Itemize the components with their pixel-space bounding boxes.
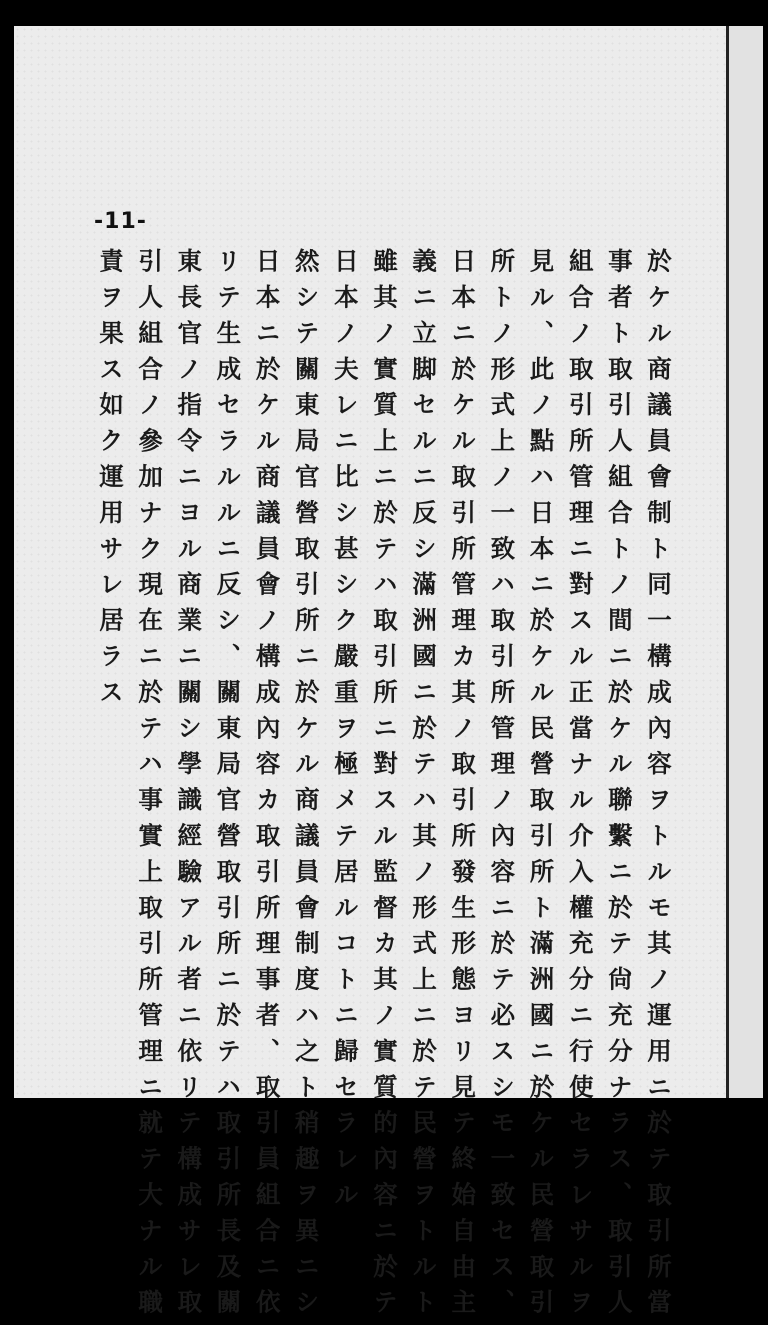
text-column-10: 然シテ關東局官營取引所ニ於ケル商議員會制度ハ之ト稍趣ヲ異ニシ xyxy=(291,248,321,1325)
page-number: -11- xyxy=(94,209,147,234)
text-column-5: 所トノ形式上ノ一致ハ取引所管理ノ內容ニ於テ必スシモ一致セス、 xyxy=(487,248,517,1325)
text-column-13: 東長官ノ指令ニヨル商業ニ關シ學識經驗アル者ニ依リテ構成サレ取 xyxy=(174,248,204,1325)
text-column-12: リテ生成セラルルニ反シ、關東局官營取引所ニ於テハ取引所長及關 xyxy=(213,248,243,1325)
vertical-text-block xyxy=(94,248,674,1325)
text-column-11: 日本ニ於ケル商議員會ノ構成內容カ取引所理事者、取引員組合ニ依 xyxy=(252,248,282,1325)
text-column-9: 日本ノ夫レニ比シ甚シク嚴重ヲ極メテ居ルコトニ歸セラレル xyxy=(330,248,360,1218)
text-column-4: 見ル、此ノ點ハ日本ニ於ケル民營取引所ト滿洲國ニ於ケル民營取引 xyxy=(526,248,556,1325)
text-column-6: 日本ニ於ケル取引所管理カ其ノ取引所發生形態ヨリ見テ終始自由主 xyxy=(448,248,478,1325)
text-column-2: 事者ト取引人組合トノ間ニ於ケル聯繫ニ於テ尙充分ナラス、取引人 xyxy=(604,248,634,1325)
text-column-14: 引人組合ノ參加ナク現在ニ於テハ事實上取引所管理ニ就テ大ナル職 xyxy=(135,248,165,1325)
text-column-3: 組合ノ取引所管理ニ對スル正當ナル介入權充分ニ行使セラレサルヲ xyxy=(565,248,595,1325)
text-column-1: 於ケル商議員會制ト同一構成內容ヲトルモ其ノ運用ニ於テ取引所當 xyxy=(643,248,673,1325)
text-column-8: 雖其ノ實質上ニ於テハ取引所ニ對スル監督カ其ノ實質的內容ニ於テ xyxy=(369,248,399,1325)
document-page xyxy=(14,26,726,1325)
adjacent-page-strip xyxy=(729,26,763,1098)
text-column-15: 責ヲ果ス如ク運用サレ居ラス xyxy=(96,248,125,715)
text-column-7: 義ニ立脚セルニ反シ滿洲國ニ於テハ其ノ形式上ニ於テ民營ヲトルト xyxy=(409,248,439,1325)
